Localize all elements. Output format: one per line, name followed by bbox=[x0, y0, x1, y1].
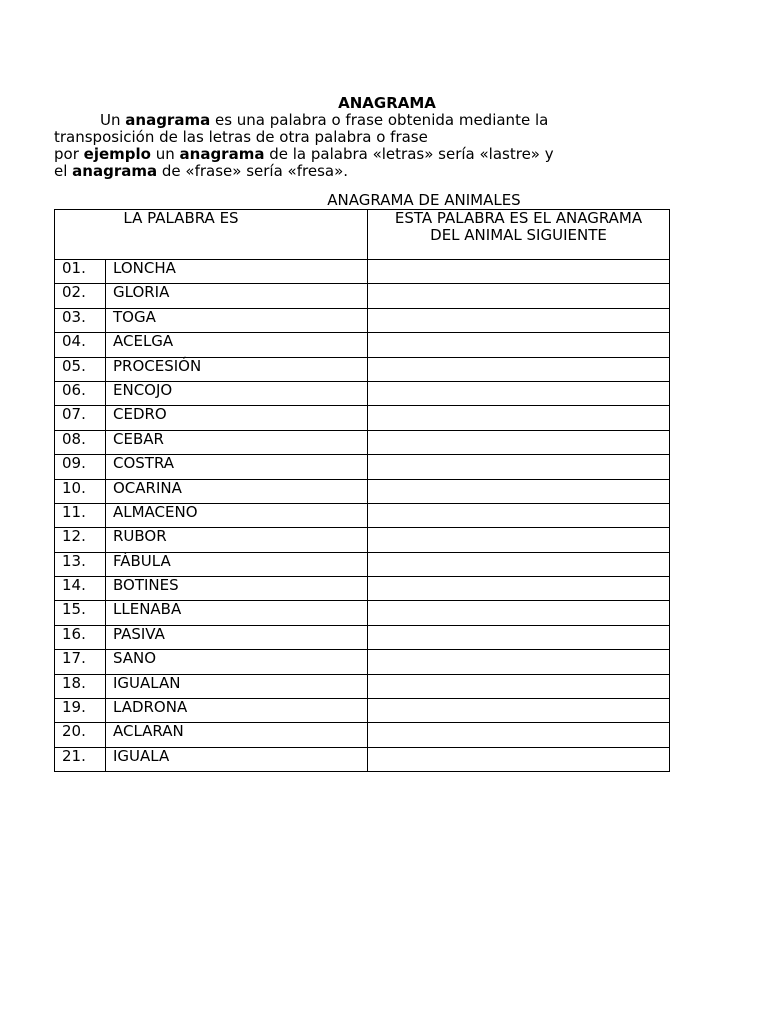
answer-cell[interactable] bbox=[368, 381, 670, 405]
intro-line-3 bbox=[54, 146, 734, 163]
intro-bold-term: ejemplo bbox=[83, 145, 151, 163]
table-row bbox=[55, 284, 670, 308]
row-word: CEBAR bbox=[106, 430, 368, 454]
intro-line-2: transposición de las letras de otra palabra o frase bbox=[54, 128, 428, 146]
answer-cell[interactable] bbox=[368, 503, 670, 527]
intro-line-1 bbox=[54, 112, 734, 129]
row-number: 19. bbox=[55, 699, 106, 723]
document-title: ANAGRAMA bbox=[338, 94, 436, 112]
intro-text: Un bbox=[100, 111, 126, 129]
answer-cell[interactable] bbox=[368, 723, 670, 747]
row-word: PASIVA bbox=[106, 625, 368, 649]
row-word: IGUALA bbox=[106, 747, 368, 771]
row-word: COSTRA bbox=[106, 455, 368, 479]
answer-cell[interactable] bbox=[368, 625, 670, 649]
row-number: 17. bbox=[55, 650, 106, 674]
row-word: RUBOR bbox=[106, 528, 368, 552]
answer-cell[interactable] bbox=[368, 406, 670, 430]
row-word: ALMACENO bbox=[106, 503, 368, 527]
row-number: 12. bbox=[55, 528, 106, 552]
table-row bbox=[55, 381, 670, 405]
table-row bbox=[55, 552, 670, 576]
table-header-row bbox=[55, 210, 670, 260]
table-row bbox=[55, 577, 670, 601]
answer-cell[interactable] bbox=[368, 650, 670, 674]
row-word: PROCESIÓN bbox=[106, 357, 368, 381]
table-row bbox=[55, 747, 670, 771]
row-number: 21. bbox=[55, 747, 106, 771]
table-row bbox=[55, 406, 670, 430]
intro-bold-term: anagrama bbox=[179, 145, 265, 163]
table-row bbox=[55, 308, 670, 332]
table-row bbox=[55, 625, 670, 649]
table-row bbox=[55, 503, 670, 527]
answer-cell[interactable] bbox=[368, 699, 670, 723]
row-word: BOTINES bbox=[106, 577, 368, 601]
answer-cell[interactable] bbox=[368, 528, 670, 552]
table-row bbox=[55, 479, 670, 503]
answer-cell[interactable] bbox=[368, 674, 670, 698]
table-row bbox=[55, 260, 670, 284]
answer-cell[interactable] bbox=[368, 308, 670, 332]
answer-cell[interactable] bbox=[368, 455, 670, 479]
intro-bold-term: anagrama bbox=[125, 111, 211, 129]
header-answer: ESTA PALABRA ES EL ANAGRAMA DEL ANIMAL SIGUIENTE bbox=[368, 210, 670, 260]
row-word: LLENABA bbox=[106, 601, 368, 625]
row-number: 11. bbox=[55, 503, 106, 527]
table-body bbox=[55, 260, 670, 772]
table-row bbox=[55, 430, 670, 454]
row-number: 16. bbox=[55, 625, 106, 649]
intro-line-4 bbox=[54, 163, 734, 180]
intro-text: de la palabra «letras» sería «lastre» y bbox=[264, 145, 554, 163]
answer-cell[interactable] bbox=[368, 357, 670, 381]
intro-text: de «frase» sería «fresa». bbox=[157, 162, 349, 180]
row-number: 04. bbox=[55, 333, 106, 357]
row-number: 03. bbox=[55, 308, 106, 332]
intro-paragraph bbox=[54, 112, 734, 180]
table-row bbox=[55, 650, 670, 674]
row-word: ACLARAN bbox=[106, 723, 368, 747]
row-number: 02. bbox=[55, 284, 106, 308]
answer-cell[interactable] bbox=[368, 747, 670, 771]
table-row bbox=[55, 528, 670, 552]
table-row bbox=[55, 723, 670, 747]
row-word: CEDRO bbox=[106, 406, 368, 430]
row-number: 08. bbox=[55, 430, 106, 454]
row-word: TOGA bbox=[106, 308, 368, 332]
answer-cell[interactable] bbox=[368, 552, 670, 576]
intro-text: es una palabra o frase obtenida mediante la bbox=[210, 111, 549, 129]
table-row bbox=[55, 357, 670, 381]
row-word: GLORIA bbox=[106, 284, 368, 308]
answer-cell[interactable] bbox=[368, 284, 670, 308]
row-word: LONCHA bbox=[106, 260, 368, 284]
row-word: IGUALAN bbox=[106, 674, 368, 698]
row-number: 13. bbox=[55, 552, 106, 576]
answer-cell[interactable] bbox=[368, 260, 670, 284]
row-number: 06. bbox=[55, 381, 106, 405]
answer-cell[interactable] bbox=[368, 479, 670, 503]
row-number: 09. bbox=[55, 455, 106, 479]
table-row bbox=[55, 455, 670, 479]
intro-text: el bbox=[54, 162, 73, 180]
row-word: ACELGA bbox=[106, 333, 368, 357]
table-title: ANAGRAMA DE ANIMALES bbox=[327, 191, 521, 209]
header-word: LA PALABRA ES bbox=[55, 210, 368, 260]
row-word: ENCOJO bbox=[106, 381, 368, 405]
row-number: 01. bbox=[55, 260, 106, 284]
row-word: FÁBULA bbox=[106, 552, 368, 576]
row-word: SANO bbox=[106, 650, 368, 674]
row-number: 10. bbox=[55, 479, 106, 503]
row-word: LADRONA bbox=[106, 699, 368, 723]
answer-cell[interactable] bbox=[368, 601, 670, 625]
table-row bbox=[55, 333, 670, 357]
anagram-table bbox=[54, 209, 670, 772]
intro-text: por bbox=[54, 145, 84, 163]
answer-cell[interactable] bbox=[368, 577, 670, 601]
table-row bbox=[55, 674, 670, 698]
intro-text: un bbox=[150, 145, 180, 163]
table-row bbox=[55, 699, 670, 723]
row-number: 20. bbox=[55, 723, 106, 747]
table-row bbox=[55, 601, 670, 625]
row-number: 07. bbox=[55, 406, 106, 430]
row-number: 05. bbox=[55, 357, 106, 381]
answer-cell[interactable] bbox=[368, 430, 670, 454]
row-word: OCARINA bbox=[106, 479, 368, 503]
row-number: 18. bbox=[55, 674, 106, 698]
intro-bold-term: anagrama bbox=[72, 162, 158, 180]
answer-cell[interactable] bbox=[368, 333, 670, 357]
row-number: 15. bbox=[55, 601, 106, 625]
row-number: 14. bbox=[55, 577, 106, 601]
